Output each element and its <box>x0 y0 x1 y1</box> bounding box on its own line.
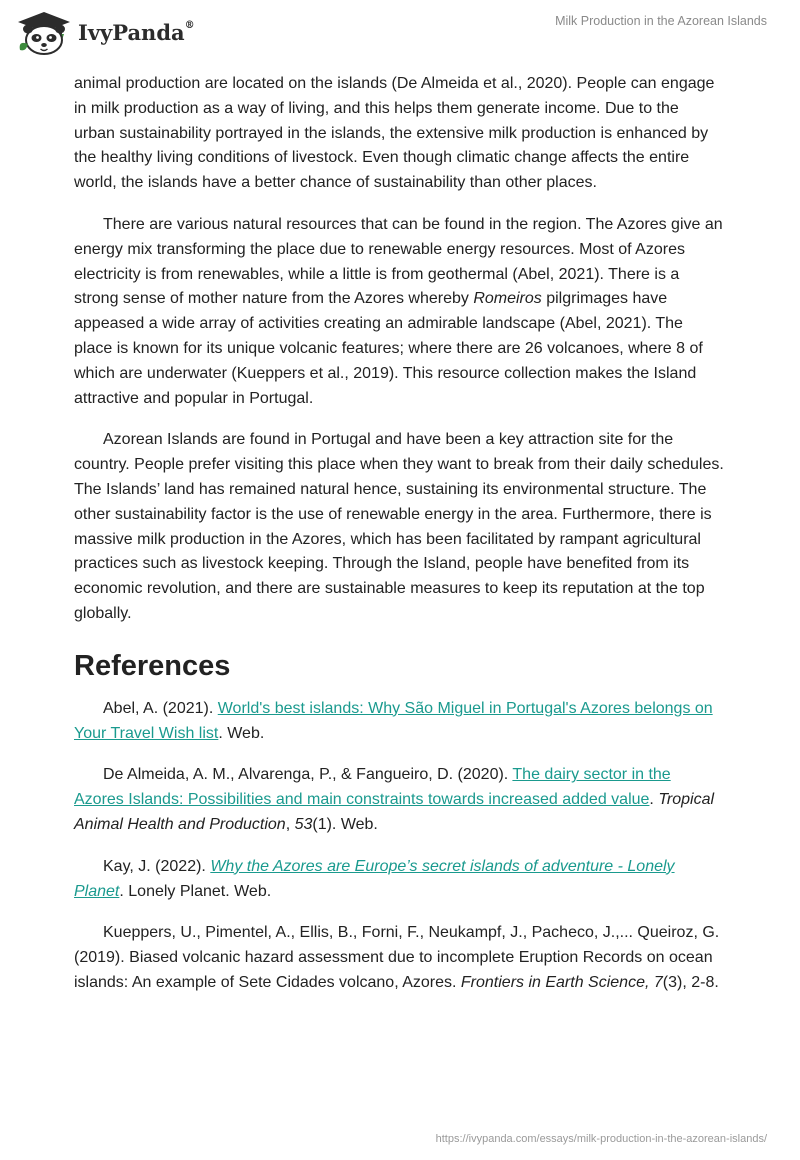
ivypanda-logo-icon[interactable] <box>16 10 72 56</box>
reference-author: Abel, A. (2021). <box>103 699 218 717</box>
reference-author: Kueppers, U., Pimentel, A., Ellis, B., Forni, F., Neukampf, J., Pacheco, J.,... Queiroz, G. (2019). Biased volcanic hazard assessment due to incomplete Eruption Records on ocean islands: An example of Sete Cidades volcano, Azores. <box>74 924 720 991</box>
references-heading: References <box>74 649 231 682</box>
italic-term: Romeiros <box>473 290 542 308</box>
document-title: Milk Production in the Azorean Islands <box>555 14 767 28</box>
reference-link[interactable]: The dairy sector in the Azores Islands: Possibilities and main constraints towards increased added value <box>74 766 671 809</box>
paragraph-attraction: Azorean Islands are found in Portugal and have been a key attraction site for the country. People prefer visiting this place when they want to break from their daily schedules. The Islands’ land has remained natural hence, sustaining its environmental structure. The other sustainability factor is the use of renewable energy in the area. Furthermore, there is massive milk production in the Azores, which has been facilitated by rampant agricultural practices such as livestock keeping. Through the Island, people have benefited from its economic revolution, and there are sustainable measures to keep its reputation at the top globally. <box>74 431 724 622</box>
reference-author: De Almeida, A. M., Alvarenga, P., & Fangueiro, D. (2020). <box>103 766 513 784</box>
reference-journal: Tropical Animal Health and Production <box>74 791 715 833</box>
reference-item <box>74 921 724 995</box>
reference-item <box>74 763 724 837</box>
brand-text: IvyPanda <box>78 20 185 45</box>
reference-item <box>74 697 724 747</box>
essay-content <box>74 72 724 1013</box>
footer-url[interactable]: https://ivypanda.com/essays/milk-production-in-the-azorean-islands/ <box>435 1133 767 1145</box>
paragraph-natural-resources <box>74 213 724 411</box>
reference-suffix: . Lonely Planet. Web. <box>119 882 272 900</box>
reference-volume: 53 <box>294 815 313 833</box>
paragraph-text: pilgrimages have appeased a wide array of activities creating an admirable landscape (Abel, 2021). The place is known for its unique volcanic features; where there are 26 volcanoes, where 8 of which are underwater (Kueppers et al., 2019). This resource collection makes the Island attractive and popular in Portugal. <box>74 290 703 407</box>
reference-link[interactable]: World's best islands: Why São Miguel in Portugal's Azores belongs on Your Travel Wish list <box>74 699 713 742</box>
reference-suffix: . Web. <box>218 724 265 742</box>
reference-link[interactable]: Why the Azores are Europe’s secret islands of adventure - Lonely Planet <box>74 857 675 900</box>
reference-author: Kay, J. (2022). <box>103 857 211 875</box>
page-header <box>0 0 800 70</box>
reference-separator: , <box>285 815 295 833</box>
paragraph-continuation: animal production are located on the islands (De Almeida et al., 2020). People can engage in milk production as a way of living, and this helps them generate income. Due to the urban sustainability portrayed in the islands, the extensive milk production is enhanced by the healthy living conditions of livestock. Even though climatic change affects the entire world, the islands have a better chance of sustainability than other places. <box>74 75 715 192</box>
registered-mark: ® <box>184 20 195 31</box>
reference-journal: Frontiers in Earth Science, 7 <box>460 973 663 991</box>
paragraph-text: There are various natural resources that can be found in the region. The Azores give an energy mix transforming the place due to renewable energy resources. Most of Azores electricity is from renewables, while a little is from geothermal (Abel, 2021). There is a strong sense of mother nature from the Azores whereby <box>74 215 723 308</box>
reference-separator: . <box>649 791 659 809</box>
reference-item <box>74 855 724 905</box>
reference-suffix: (1). Web. <box>312 815 378 833</box>
brand-name[interactable] <box>78 20 195 45</box>
reference-suffix: (3), 2-8. <box>662 973 719 991</box>
